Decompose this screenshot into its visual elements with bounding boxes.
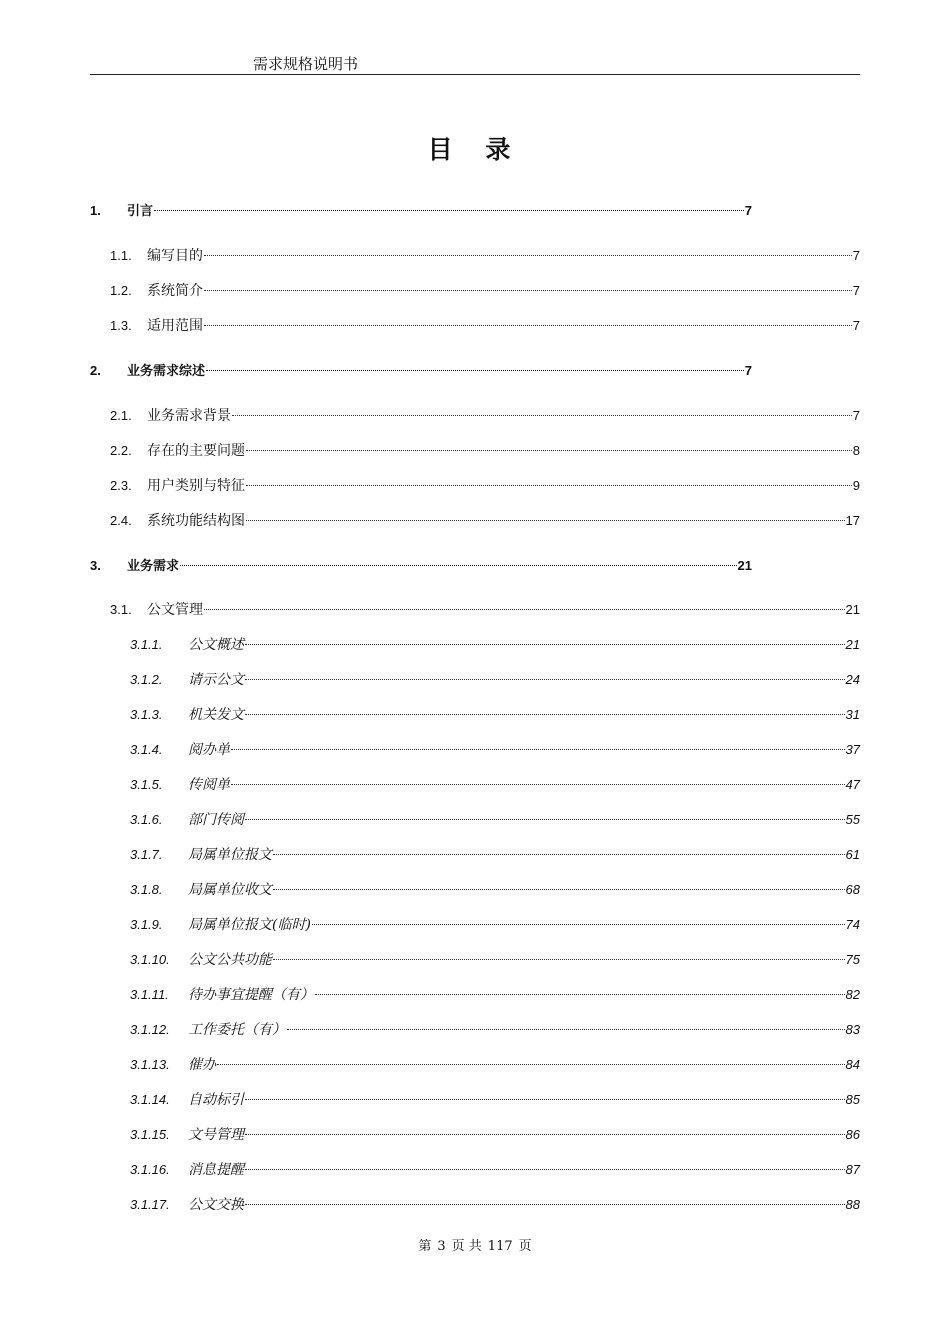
- toc-title: 目 录: [427, 135, 523, 164]
- footer-current-page: 3: [437, 1239, 446, 1254]
- toc-entry-text: 局属单位报文(临时): [188, 917, 311, 933]
- toc-leader-dots: [245, 1204, 845, 1205]
- toc-entry-number: 1.1.: [110, 248, 132, 263]
- toc-entry-number: 1.3.: [110, 318, 132, 333]
- toc-entry-text: 存在的主要问题: [147, 443, 245, 459]
- toc-entry[interactable]: [90, 200, 752, 222]
- toc-leader-dots: [206, 370, 744, 371]
- toc-leader-dots: [180, 565, 737, 566]
- toc-entry[interactable]: [110, 405, 860, 427]
- toc-entry[interactable]: [90, 555, 752, 577]
- toc-entry-text: 用户类别与特征: [147, 478, 245, 494]
- toc-entry-text: 公文管理: [147, 602, 203, 618]
- toc-entry-page: 7: [852, 408, 860, 423]
- toc-entry-text: 待办事宜提醒（有）: [188, 987, 314, 1003]
- toc-entry[interactable]: [130, 774, 860, 796]
- toc-entry-page: 86: [845, 1127, 860, 1142]
- toc-entry[interactable]: [130, 879, 860, 901]
- toc-entry-page: 21: [845, 637, 860, 652]
- toc-entry[interactable]: [130, 914, 860, 936]
- toc-leader-dots: [231, 749, 845, 750]
- toc-leader-dots: [245, 1099, 845, 1100]
- footer-mid: 页 共: [451, 1239, 482, 1254]
- toc-leader-dots: [312, 924, 845, 925]
- toc-entry-number: 2.4.: [110, 513, 132, 528]
- toc-entry-page: 7: [744, 203, 752, 218]
- toc-entry[interactable]: [130, 984, 860, 1006]
- toc-entry-text: 业务需求背景: [147, 408, 231, 424]
- toc-entry-page: 8: [852, 443, 860, 458]
- toc-entry[interactable]: [110, 510, 860, 532]
- toc-leader-dots: [273, 959, 845, 960]
- toc-entry[interactable]: [130, 739, 860, 761]
- toc-entry-number: 3.: [90, 558, 101, 573]
- toc-leader-dots: [273, 889, 845, 890]
- toc-leader-dots: [204, 609, 845, 610]
- toc-leader-dots: [245, 679, 845, 680]
- toc-entry-number: 3.1.15.: [130, 1127, 170, 1142]
- toc-entry-number: 3.1.8.: [130, 882, 163, 897]
- toc-entry-page: 7: [852, 318, 860, 333]
- toc-entry-page: 74: [845, 917, 860, 932]
- toc-entry-page: 61: [845, 847, 860, 862]
- toc-entry[interactable]: [130, 809, 860, 831]
- toc-entry-page: 24: [845, 672, 860, 687]
- toc-entry-number: 3.1.5.: [130, 777, 163, 792]
- toc-entry-number: 3.1.16.: [130, 1162, 170, 1177]
- toc-entry-page: 37: [845, 742, 860, 757]
- toc-entry-text: 请示公文: [188, 672, 244, 688]
- toc-entry[interactable]: [110, 280, 860, 302]
- toc-leader-dots: [246, 520, 845, 521]
- toc-entry-text: 业务需求综述: [127, 364, 206, 379]
- toc-entry-page: 17: [845, 513, 860, 528]
- toc-entry-number: 3.1.17.: [130, 1197, 170, 1212]
- header-divider: [90, 74, 860, 75]
- toc-entry-text: 引言: [127, 204, 154, 219]
- toc-entry[interactable]: [110, 475, 860, 497]
- toc-leader-dots: [245, 644, 845, 645]
- toc-entry-text: 公文交换: [188, 1197, 244, 1213]
- toc-entry-text: 局属单位收文: [188, 882, 272, 898]
- toc-entry-page: 7: [744, 363, 752, 378]
- toc-entry[interactable]: [110, 315, 860, 337]
- toc-entry-text: 局属单位报文: [188, 847, 272, 863]
- toc-entry-number: 2.2.: [110, 443, 132, 458]
- toc-entry[interactable]: [130, 1194, 860, 1216]
- footer-total-pages: 117: [487, 1239, 513, 1254]
- page-footer: [0, 1237, 950, 1257]
- toc-entry-text: 公文公共功能: [188, 952, 272, 968]
- toc-entry[interactable]: [90, 360, 752, 382]
- toc-leader-dots: [231, 784, 845, 785]
- toc-entry-number: 3.1.14.: [130, 1092, 170, 1107]
- document-header-title: 需求规格说明书: [253, 55, 359, 73]
- toc-entry-number: 1.: [90, 203, 101, 218]
- toc-entry[interactable]: [110, 245, 860, 267]
- toc-entry-text: 机关发文: [188, 707, 244, 723]
- toc-entry-number: 3.1.13.: [130, 1057, 170, 1072]
- toc-entry-text: 系统简介: [147, 283, 203, 299]
- toc-entry-page: 55: [845, 812, 860, 827]
- toc-entry-text: 工作委托（有）: [188, 1022, 286, 1038]
- toc-entry-page: 21: [845, 602, 860, 617]
- toc-entry[interactable]: [130, 669, 860, 691]
- toc-entry-number: 3.1.3.: [130, 707, 163, 722]
- toc-entry-number: 1.2.: [110, 283, 132, 298]
- toc-entry-text: 业务需求: [127, 559, 180, 574]
- toc-entry-page: 87: [845, 1162, 860, 1177]
- toc-entry[interactable]: [130, 844, 860, 866]
- footer-suffix: 页: [518, 1239, 532, 1254]
- toc-entry-number: 2.: [90, 363, 101, 378]
- toc-leader-dots: [204, 255, 852, 256]
- toc-leader-dots: [287, 1029, 845, 1030]
- toc-leader-dots: [246, 450, 852, 451]
- toc-entry[interactable]: [130, 1019, 860, 1041]
- toc-entry-page: 7: [852, 248, 860, 263]
- toc-entry-text: 适用范围: [147, 318, 203, 334]
- toc-entry-number: 2.3.: [110, 478, 132, 493]
- toc-entry-page: 31: [845, 707, 860, 722]
- toc-leader-dots: [204, 325, 852, 326]
- toc-entry-number: 3.1.2.: [130, 672, 163, 687]
- toc-entry-text: 公文概述: [188, 637, 244, 653]
- toc-leader-dots: [204, 290, 852, 291]
- toc-entry[interactable]: [130, 1124, 860, 1146]
- toc-leader-dots: [232, 415, 852, 416]
- toc-entry-number: 3.1.: [110, 602, 132, 617]
- footer-prefix: 第: [418, 1239, 432, 1254]
- toc-leader-dots: [217, 1064, 845, 1065]
- toc-entry-page: 9: [852, 478, 860, 493]
- toc-entry-page: 85: [845, 1092, 860, 1107]
- toc-entry-page: 82: [845, 987, 860, 1002]
- toc-entry-number: 3.1.4.: [130, 742, 163, 757]
- toc-leader-dots: [154, 210, 744, 211]
- toc-entry-text: 传阅单: [188, 777, 230, 793]
- toc-leader-dots: [245, 714, 845, 715]
- toc-entry[interactable]: [130, 949, 860, 971]
- toc-entry-text: 催办: [188, 1057, 216, 1073]
- toc-entry-page: 7: [852, 283, 860, 298]
- toc-entry-number: 3.1.7.: [130, 847, 163, 862]
- toc-entry-page: 68: [845, 882, 860, 897]
- toc-leader-dots: [245, 819, 845, 820]
- toc-entry-text: 阅办单: [188, 742, 230, 758]
- toc-leader-dots: [273, 854, 845, 855]
- toc-entry-number: 3.1.10.: [130, 952, 170, 967]
- toc-entry-page: 47: [845, 777, 860, 792]
- toc-entry-text: 文号管理: [188, 1127, 244, 1143]
- toc-leader-dots: [315, 994, 845, 995]
- toc-entry-number: 3.1.6.: [130, 812, 163, 827]
- toc-entry-number: 3.1.1.: [130, 637, 163, 652]
- toc-entry[interactable]: [130, 634, 860, 656]
- toc-entry-page: 75: [845, 952, 860, 967]
- toc-entry-page: 84: [845, 1057, 860, 1072]
- toc-entry-number: 3.1.9.: [130, 917, 163, 932]
- toc-entry-page: 88: [845, 1197, 860, 1212]
- toc-entry[interactable]: [130, 1089, 860, 1111]
- toc-entry-text: 编写目的: [147, 248, 203, 264]
- toc-entry[interactable]: [130, 704, 860, 726]
- toc-entry-text: 消息提醒: [188, 1162, 244, 1178]
- toc-entry-number: 2.1.: [110, 408, 132, 423]
- toc-entry-page: 83: [845, 1022, 860, 1037]
- toc-leader-dots: [245, 1169, 845, 1170]
- toc-entry[interactable]: [110, 599, 860, 621]
- toc-entry-number: 3.1.11.: [130, 987, 169, 1002]
- toc-entry-text: 系统功能结构图: [147, 513, 245, 529]
- toc-entry-text: 部门传阅: [188, 812, 244, 828]
- toc-entry[interactable]: [130, 1159, 860, 1181]
- toc-leader-dots: [245, 1134, 845, 1135]
- toc-entry-text: 自动标引: [188, 1092, 244, 1108]
- toc-entry[interactable]: [130, 1054, 860, 1076]
- toc-entry-page: 21: [737, 558, 752, 573]
- toc-entry-number: 3.1.12.: [130, 1022, 170, 1037]
- toc-leader-dots: [246, 485, 852, 486]
- toc-entry[interactable]: [110, 440, 860, 462]
